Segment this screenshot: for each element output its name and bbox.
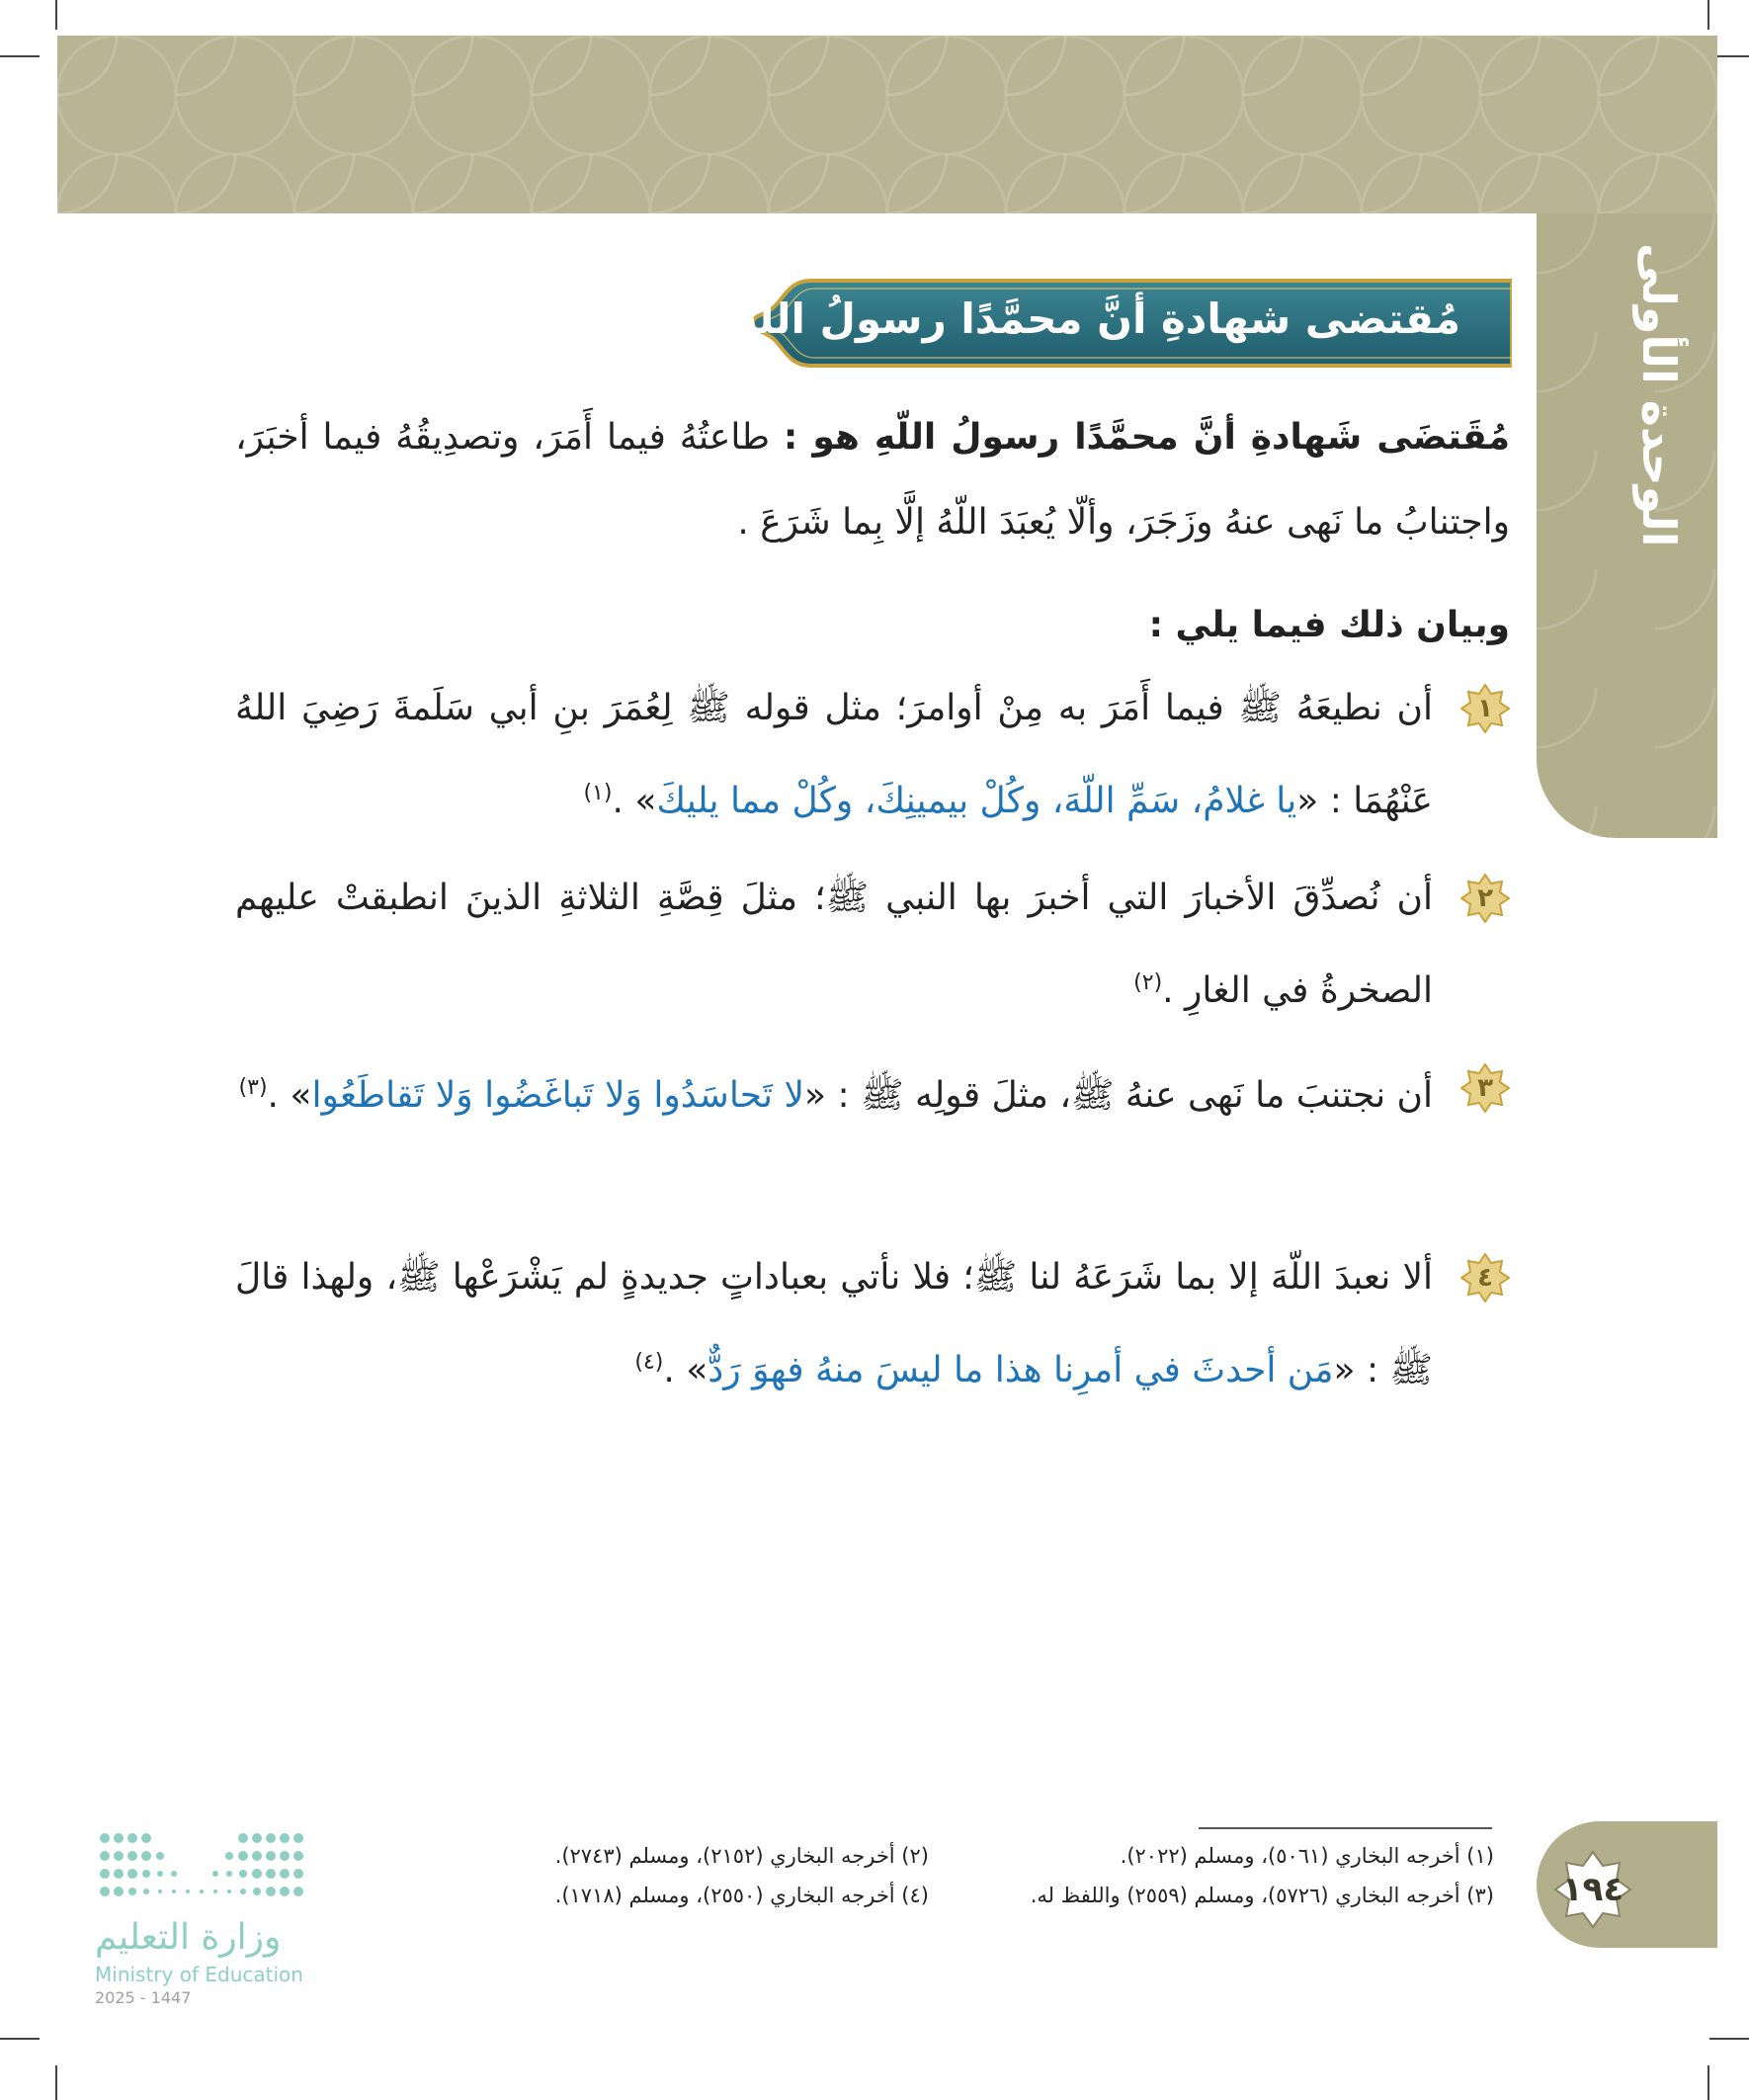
number-badge xyxy=(1460,684,1510,733)
footnote-ref: (٢) xyxy=(1133,970,1163,995)
page-number-badge xyxy=(1553,1850,1632,1929)
unit-label: الوحدة الأولى xyxy=(1632,243,1686,547)
list-item xyxy=(235,1046,1510,1138)
footnote-4: (٤) أخرجه البخاري (٢٥٥٠)، ومسلم (١٧١٨). xyxy=(554,1884,929,1907)
definition-text: طاعتُهُ فيما أَمَرَ، وتصدِيقُهُ فيما أخبَرَ، واجتنابُ ما نَهى عنهُ وزَجَرَ، وألّا يُعبَدَ اللّهُ إلَّا بِما شَرَعَ . xyxy=(235,417,1510,543)
footnote-2: (٢) أخرجه البخاري (٢١٥٢)، ومسلم (٢٧٤٣). xyxy=(554,1844,929,1868)
footnote-ref: (٣) xyxy=(238,1075,268,1100)
item-after: » . xyxy=(267,1075,312,1116)
footnote-ref: (٤) xyxy=(634,1350,664,1375)
number-badge xyxy=(1460,1253,1510,1302)
ministry-logo-icon xyxy=(95,1828,312,1917)
item-number: ٤ xyxy=(1477,1263,1493,1293)
item-text: ألا نعبدَ اللّهَ إلا بما شَرَعَهُ لنا ﷺ؛ فلا نأتي بعباداتٍ جديدةٍ لم يَشْرَعْها ﷺ، ولهذا قالَ ﷺ : « xyxy=(235,1257,1433,1390)
item-text: أن نُصدِّقَ الأخبارَ التي أخبرَ بها النبي ﷺ؛ مثلَ قِصَّةِ الثلاثةِ الذينَ انطبقتْ عليهم الصخرةُ في الغارِ . xyxy=(235,878,1433,1011)
footnote-ref: (١) xyxy=(583,781,613,805)
item-text: أن نطيعَهُ ﷺ فيما أَمَرَ به مِنْ أوامرَ؛ مثل قوله ﷺ لِعُمَرَ بنِ أبي سَلَمةَ رَضِيَ اللهُ عَنْهُمَا : « xyxy=(235,688,1433,821)
footnote-1: (١) أخرجه البخاري (٥٠٦١)، ومسلم (٢٠٢٢). xyxy=(1120,1844,1494,1868)
crop-mark-top-left-h xyxy=(0,55,40,57)
crop-mark-top-left-v xyxy=(55,0,57,30)
definition-term: مُقَتضَى شَهادةِ أنَّ محمَّدًا رسولُ اللّهِ هو : xyxy=(783,417,1511,458)
list-item xyxy=(235,1235,1510,1413)
explanation-heading-text: وبيان ذلك فيما يلي : xyxy=(1148,605,1510,645)
crop-mark-bottom-right-v xyxy=(1707,2065,1709,2100)
top-decorative-band xyxy=(57,36,1717,213)
section-title: مُقتضى شهادةِ أنَّ محمَّدًا رسولُ اللّهِ xyxy=(733,294,1460,343)
crop-mark-bottom-left-v xyxy=(55,2065,57,2100)
ministry-name-arabic: وزارة التعليم xyxy=(95,1917,282,1958)
page-number: ١٩٤ xyxy=(1561,1870,1624,1909)
list-item xyxy=(235,666,1510,844)
number-badge xyxy=(1460,1063,1510,1113)
number-badge xyxy=(1460,874,1510,923)
hadith-quote: لا تَحاسَدُوا وَلا تَباغَضُوا وَلا تَقاطَعُوا xyxy=(311,1075,805,1116)
item-number: ٣ xyxy=(1477,1073,1493,1103)
explanation-heading xyxy=(235,583,1510,668)
item-after: » . xyxy=(612,781,657,821)
list-item xyxy=(235,856,1510,1034)
crop-mark-bottom-left-h xyxy=(0,2038,40,2040)
edition-year: 2025 - 1447 xyxy=(95,1988,192,2007)
item-text: أن نجتنبَ ما نَهى عنهُ ﷺ، مثلَ قولِه ﷺ : « xyxy=(804,1075,1433,1116)
item-after: » . xyxy=(663,1350,708,1390)
ministry-name-english: Ministry of Education xyxy=(95,1963,303,1986)
item-number: ١ xyxy=(1477,694,1493,723)
unit-side-tab xyxy=(1537,213,1717,838)
section-title-ribbon xyxy=(733,279,1512,368)
hadith-quote: مَن أحدثَ في أمرِنا هذا ما ليسَ منهُ فهوَ رَدٌّ xyxy=(708,1350,1334,1390)
item-number: ٢ xyxy=(1477,883,1493,913)
crop-mark-bottom-right-h xyxy=(1709,2038,1749,2040)
definition-paragraph xyxy=(235,395,1510,565)
crop-mark-top-right-v xyxy=(1707,0,1709,30)
footnote-3: (٣) أخرجه البخاري (٥٧٢٦)، ومسلم (٢٥٥٩) واللفظ له. xyxy=(1030,1884,1494,1907)
hadith-quote: يا غلامُ، سَمِّ اللّهَ، وكُلْ بيمينِكَ، وكُلْ مما يليكَ xyxy=(656,781,1297,821)
footnote-divider xyxy=(1199,1827,1492,1829)
